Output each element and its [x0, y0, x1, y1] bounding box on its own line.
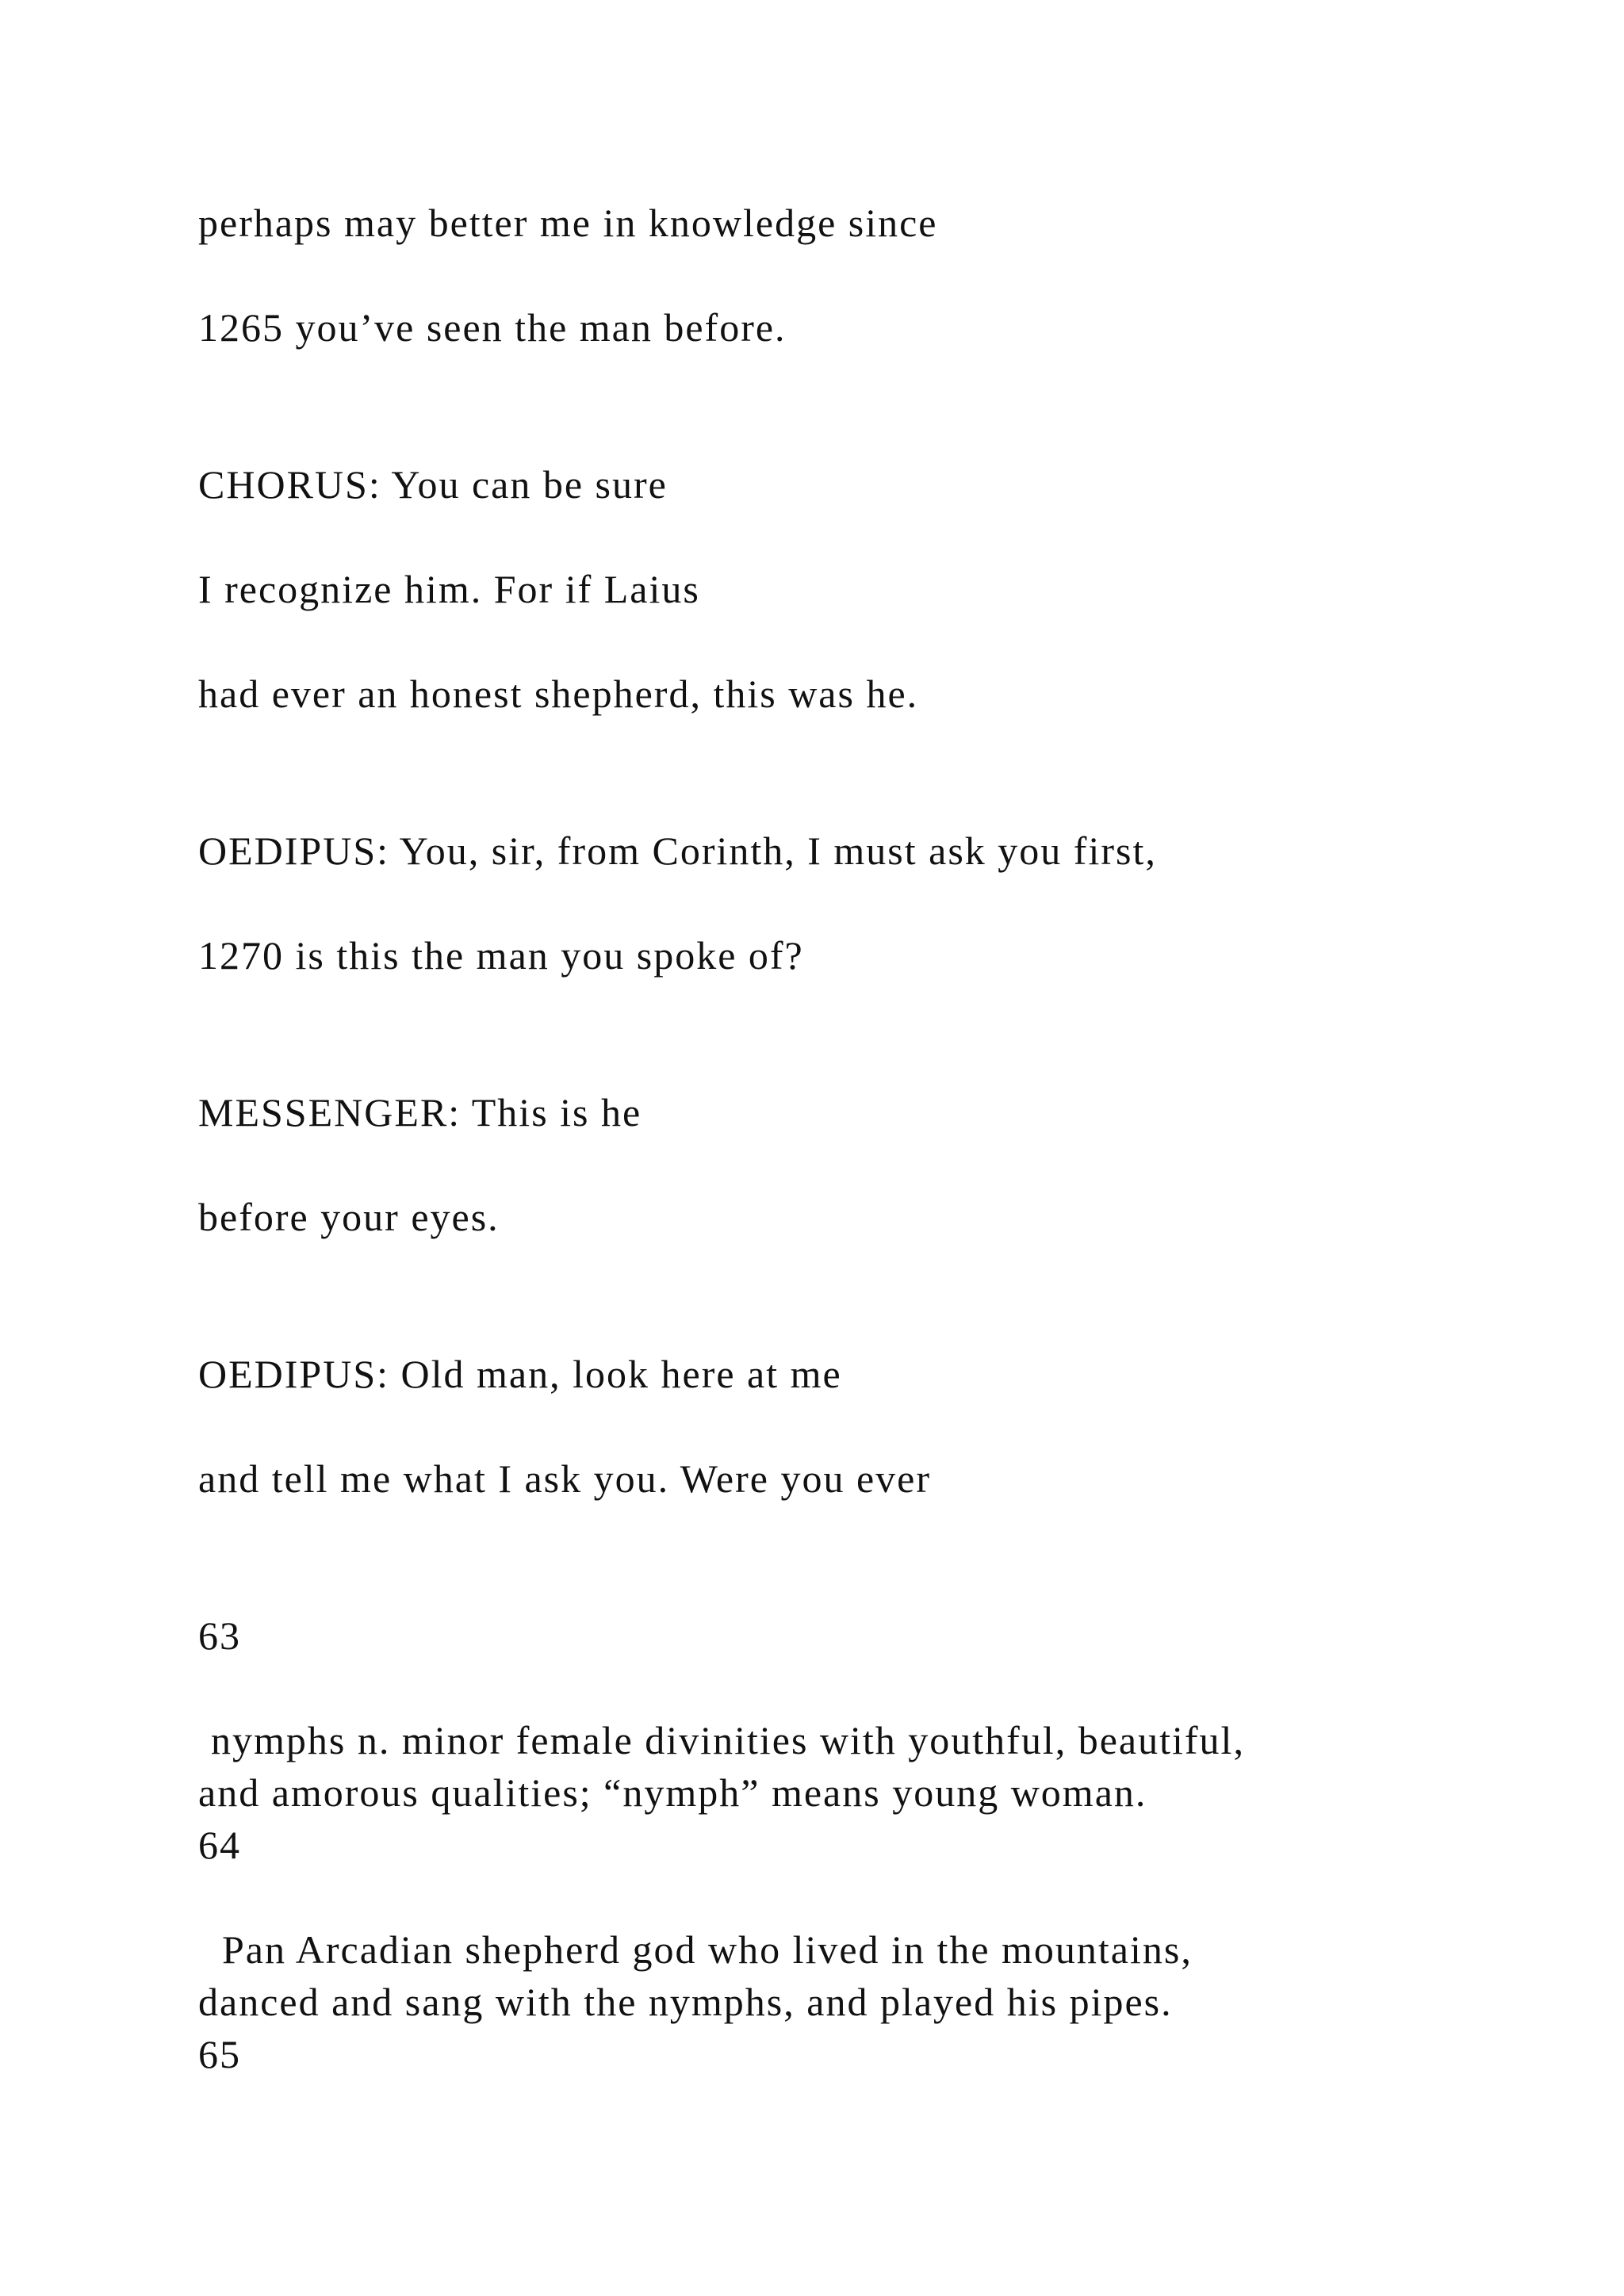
speaker-line-messenger: MESSENGER: This is he	[198, 1090, 642, 1135]
footnote-63	[198, 1714, 1435, 1871]
verse-line-numbered: 1265 you’ve seen the man before.	[198, 305, 787, 350]
verse-line: before your eyes.	[198, 1195, 500, 1239]
footnote-marker: 65	[198, 2032, 241, 2076]
footnote-64	[198, 1923, 1435, 2080]
speaker-line-chorus: CHORUS: You can be sure	[198, 462, 668, 507]
verse-line: and tell me what I ask you. Were you ever	[198, 1456, 931, 1501]
footnote-marker: 63	[198, 1613, 241, 1658]
footnote-marker: 64	[198, 1823, 241, 1867]
verse-line: had ever an honest shepherd, this was he.	[198, 672, 919, 716]
verse-line: I recognize him. For if Laius	[198, 567, 700, 611]
footnote-text: and amorous qualities; “nymph” means young woman.	[198, 1770, 1147, 1815]
verse-line-numbered: 1270 is this the man you spoke of?	[198, 933, 804, 978]
verse-line: perhaps may better me in knowledge since	[198, 201, 938, 245]
footnote-text: Pan Arcadian shepherd god who lived in the mountains,	[222, 1927, 1193, 1972]
speaker-line-oedipus: OEDIPUS: Old man, look here at me	[198, 1352, 842, 1396]
footnote-text: nymphs n. minor female divinities with youthful, beautiful,	[211, 1718, 1245, 1762]
footnote-text: danced and sang with the nymphs, and played his pipes.	[198, 1980, 1173, 2024]
speaker-line-oedipus: OEDIPUS: You, sir, from Corinth, I must ask you first,	[198, 828, 1157, 873]
